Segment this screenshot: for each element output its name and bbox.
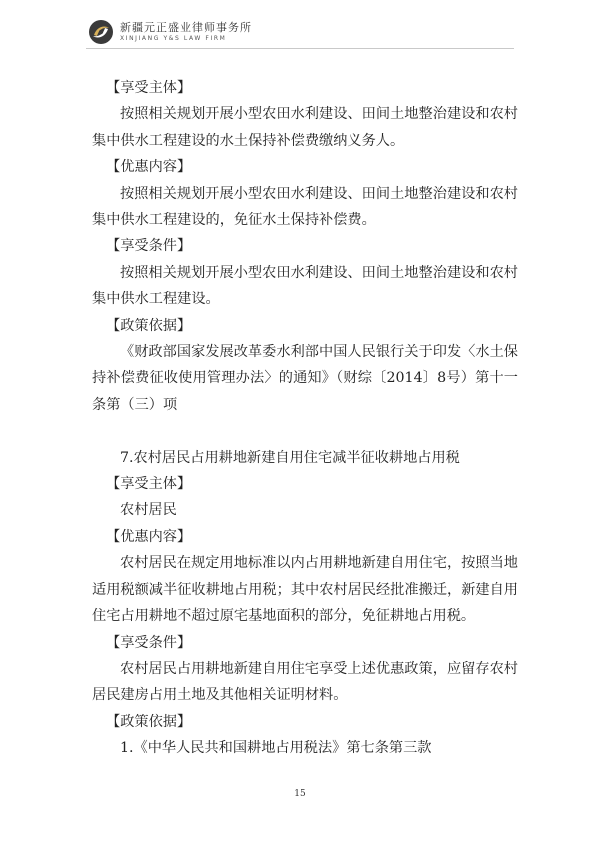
- paragraph: 农村居民在规定用地标准以内占用耕地新建自用住宅，按照当地适用税额减半征收耕地占用税；其中农村居民经批准搬迁，新建自用住宅占用耕地不超过原宅基地面积的部分，免征耕地占用税。: [92, 555, 518, 625]
- section-label: 【享受条件】: [106, 634, 192, 651]
- paragraph: 按照相关规划开展小型农田水利建设、田间土地整治建设和农村集中供水工程建设。: [92, 264, 518, 308]
- paragraph: 按照相关规划开展小型农田水利建设、田间土地整治建设和农村集中供水工程建设的水土保持补偿费缴纳义务人。: [92, 106, 518, 149]
- section-label: 【政策依据】: [106, 713, 192, 730]
- paragraph: 《财政部国家发展改革委水利部中国人民银行关于印发〈水土保持补偿费征收使用管理办法〉的通知》（财综〔2014〕8号）第十一条第（三）项: [92, 344, 518, 413]
- paragraph: 农村居民占用耕地新建自用住宅享受上述优惠政策，应留存农村居民建房占用土地及其他相关证明材料。: [92, 660, 518, 704]
- paragraph: 1.《中华人民共和国耕地占用税法》第七条第三款: [120, 740, 432, 757]
- section-label: 【享受主体】: [106, 476, 192, 493]
- paragraph: 农村居民: [120, 502, 177, 519]
- item-heading: 7.农村居民占用耕地新建自用住宅减半征收耕地占用税: [120, 449, 460, 466]
- section-label: 【享受主体】: [106, 80, 192, 96]
- page-number: 15: [294, 789, 306, 799]
- firm-name-cn: 新疆元正盛业律师事务所: [120, 21, 252, 34]
- firm-name-en: XINJIANG Y&S LAW FIRM: [120, 35, 227, 42]
- paragraph: 按照相关规划开展小型农田水利建设、田间土地整治建设和农村集中供水工程建设的，免征水土保持补偿费。: [92, 185, 518, 229]
- section-label: 【享受条件】: [106, 238, 192, 255]
- firm-logo-icon: [88, 19, 114, 45]
- section-label: 【优惠内容】: [106, 528, 192, 545]
- header-divider: [86, 48, 514, 49]
- section-label: 【优惠内容】: [106, 159, 192, 176]
- firm-name: [120, 22, 252, 42]
- document-body: [92, 75, 518, 762]
- section-label: 【政策依据】: [106, 317, 192, 334]
- page-header: [88, 14, 528, 50]
- section-spacer: [92, 418, 518, 444]
